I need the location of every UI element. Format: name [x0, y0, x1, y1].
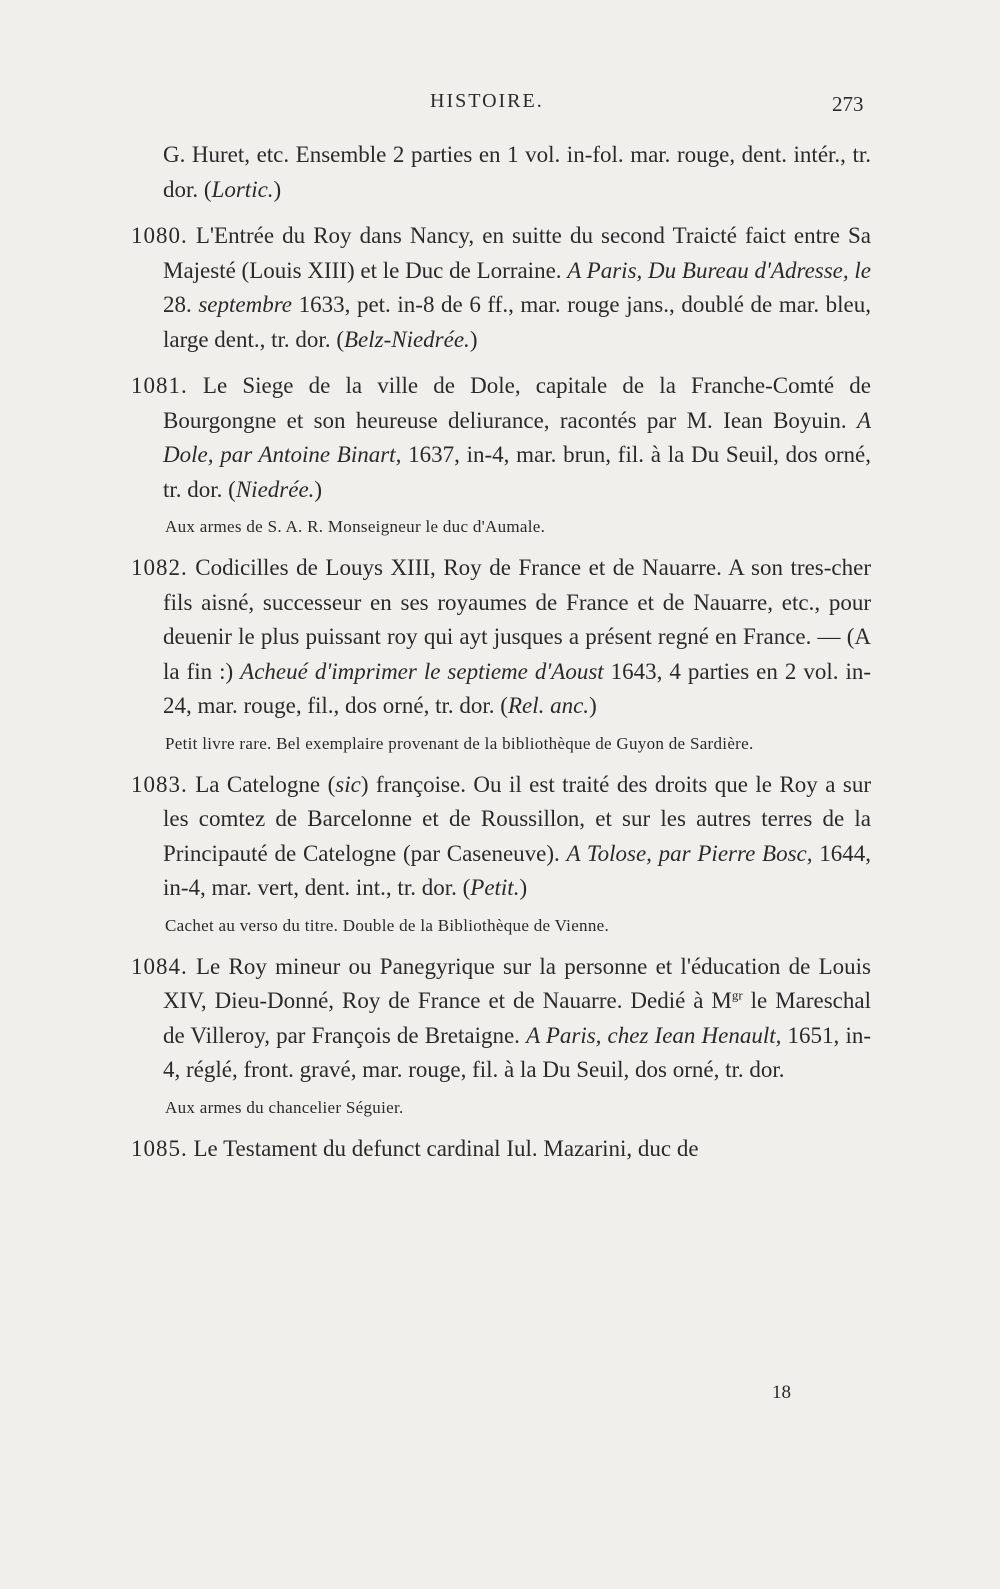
entry-note: Aux armes du chancelier Séguier. [165, 1097, 404, 1117]
entry-1081: 1081. Le Siege de la ville de Dole, capitale de la Franche-Comté de Bourgongne et son heureuse deliurance, racontés par M. Iean Boyuin. A Dole, par Antoine Binart, 1637, in-4, mar. brun, fil. à la Du Seuil, dos orné, tr. dor. (Niedrée.) [131, 373, 872, 502]
entry-1083: 1083. La Catelogne (sic) françoise. Ou il est traité des droits que le Roy a sur les comtez de Barcelonne et de Roussillon, et sur les autres terres de la Principauté de Catelogne (par Caseneuve). A Tolose, par Pierre Bosc, 1644, in-4, mar. vert, dent. int., tr. dor. (Petit.) [131, 771, 872, 900]
running-head: HISTOIRE. [430, 90, 544, 112]
entry-note: Aux armes de S. A. R. Monseigneur le duc d'Aumale. [165, 517, 546, 536]
entry-note: Cachet au verso du titre. Double de la Bibliothèque de Vienne. [165, 915, 610, 935]
entry-number: 1085. [131, 1135, 188, 1161]
entry-number: 1081. [131, 373, 188, 398]
entry-number: 1082. [131, 555, 188, 580]
entry-1085: 1085. Le Testament du defunct cardinal Iul. Mazarini, duc de [131, 1135, 699, 1161]
page-number: 273 [832, 92, 864, 116]
entry-number: 1084. [131, 953, 188, 979]
entry-1080: 1080. L'Entrée du Roy dans Nancy, en suitte du second Traicté faict entre Sa Majesté (Louis XIII) et le Duc de Lorraine. A Paris, Du Bureau d'Adresse, le 28. septembre 1633, pet. in-8 de 6 ff., mar. rouge jans., doublé de mar. bleu, large dent., tr. dor. (Belz-Niedrée.) [131, 223, 872, 352]
entry-1084: 1084. Le Roy mineur ou Panegyrique sur la personne et l'éducation de Louis XIV, Dieu-Donné, Roy de France et de Nauarre. Dedié à $M^{gr}$ le Mareschal de Villeroy, par François de Bretaigne. A Paris, chez Iean Henault, 1651, in-4, réglé, front. gravé, mar. rouge, fil. à la Du Seuil, dos orné, tr. dor. [131, 953, 871, 1082]
entry-note: Petit livre rare. Bel exemplaire provenant de la bibliothèque de Guyon de Sardière. [165, 733, 754, 753]
catalogue-body [131, 138, 871, 1166]
entry-number: 1080. [131, 223, 188, 248]
signature-mark: 18 [772, 1382, 791, 1403]
entry-continuation: G. Huret, etc. Ensemble 2 parties en 1 vol. in-fol. mar. rouge, dent. intér., tr. dor. (Lortic.) [163, 142, 871, 202]
page-header [0, 90, 1000, 120]
entry-number: 1083. [131, 771, 188, 797]
entry-1082: 1082. Codicilles de Louys XIII, Roy de France et de Nauarre. A son tres-cher fils aisné, successeur en ses royaumes de France et de Nauarre, etc., pour deuenir le plus puissant roy qui ayt jusques a présent regné en France. — (A la fin :) Acheué d'imprimer le septieme d'Aoust 1643, 4 parties en 2 vol. in-24, mar. rouge, fil., dos orné, tr. dor. (Rel. anc.) [131, 555, 872, 718]
